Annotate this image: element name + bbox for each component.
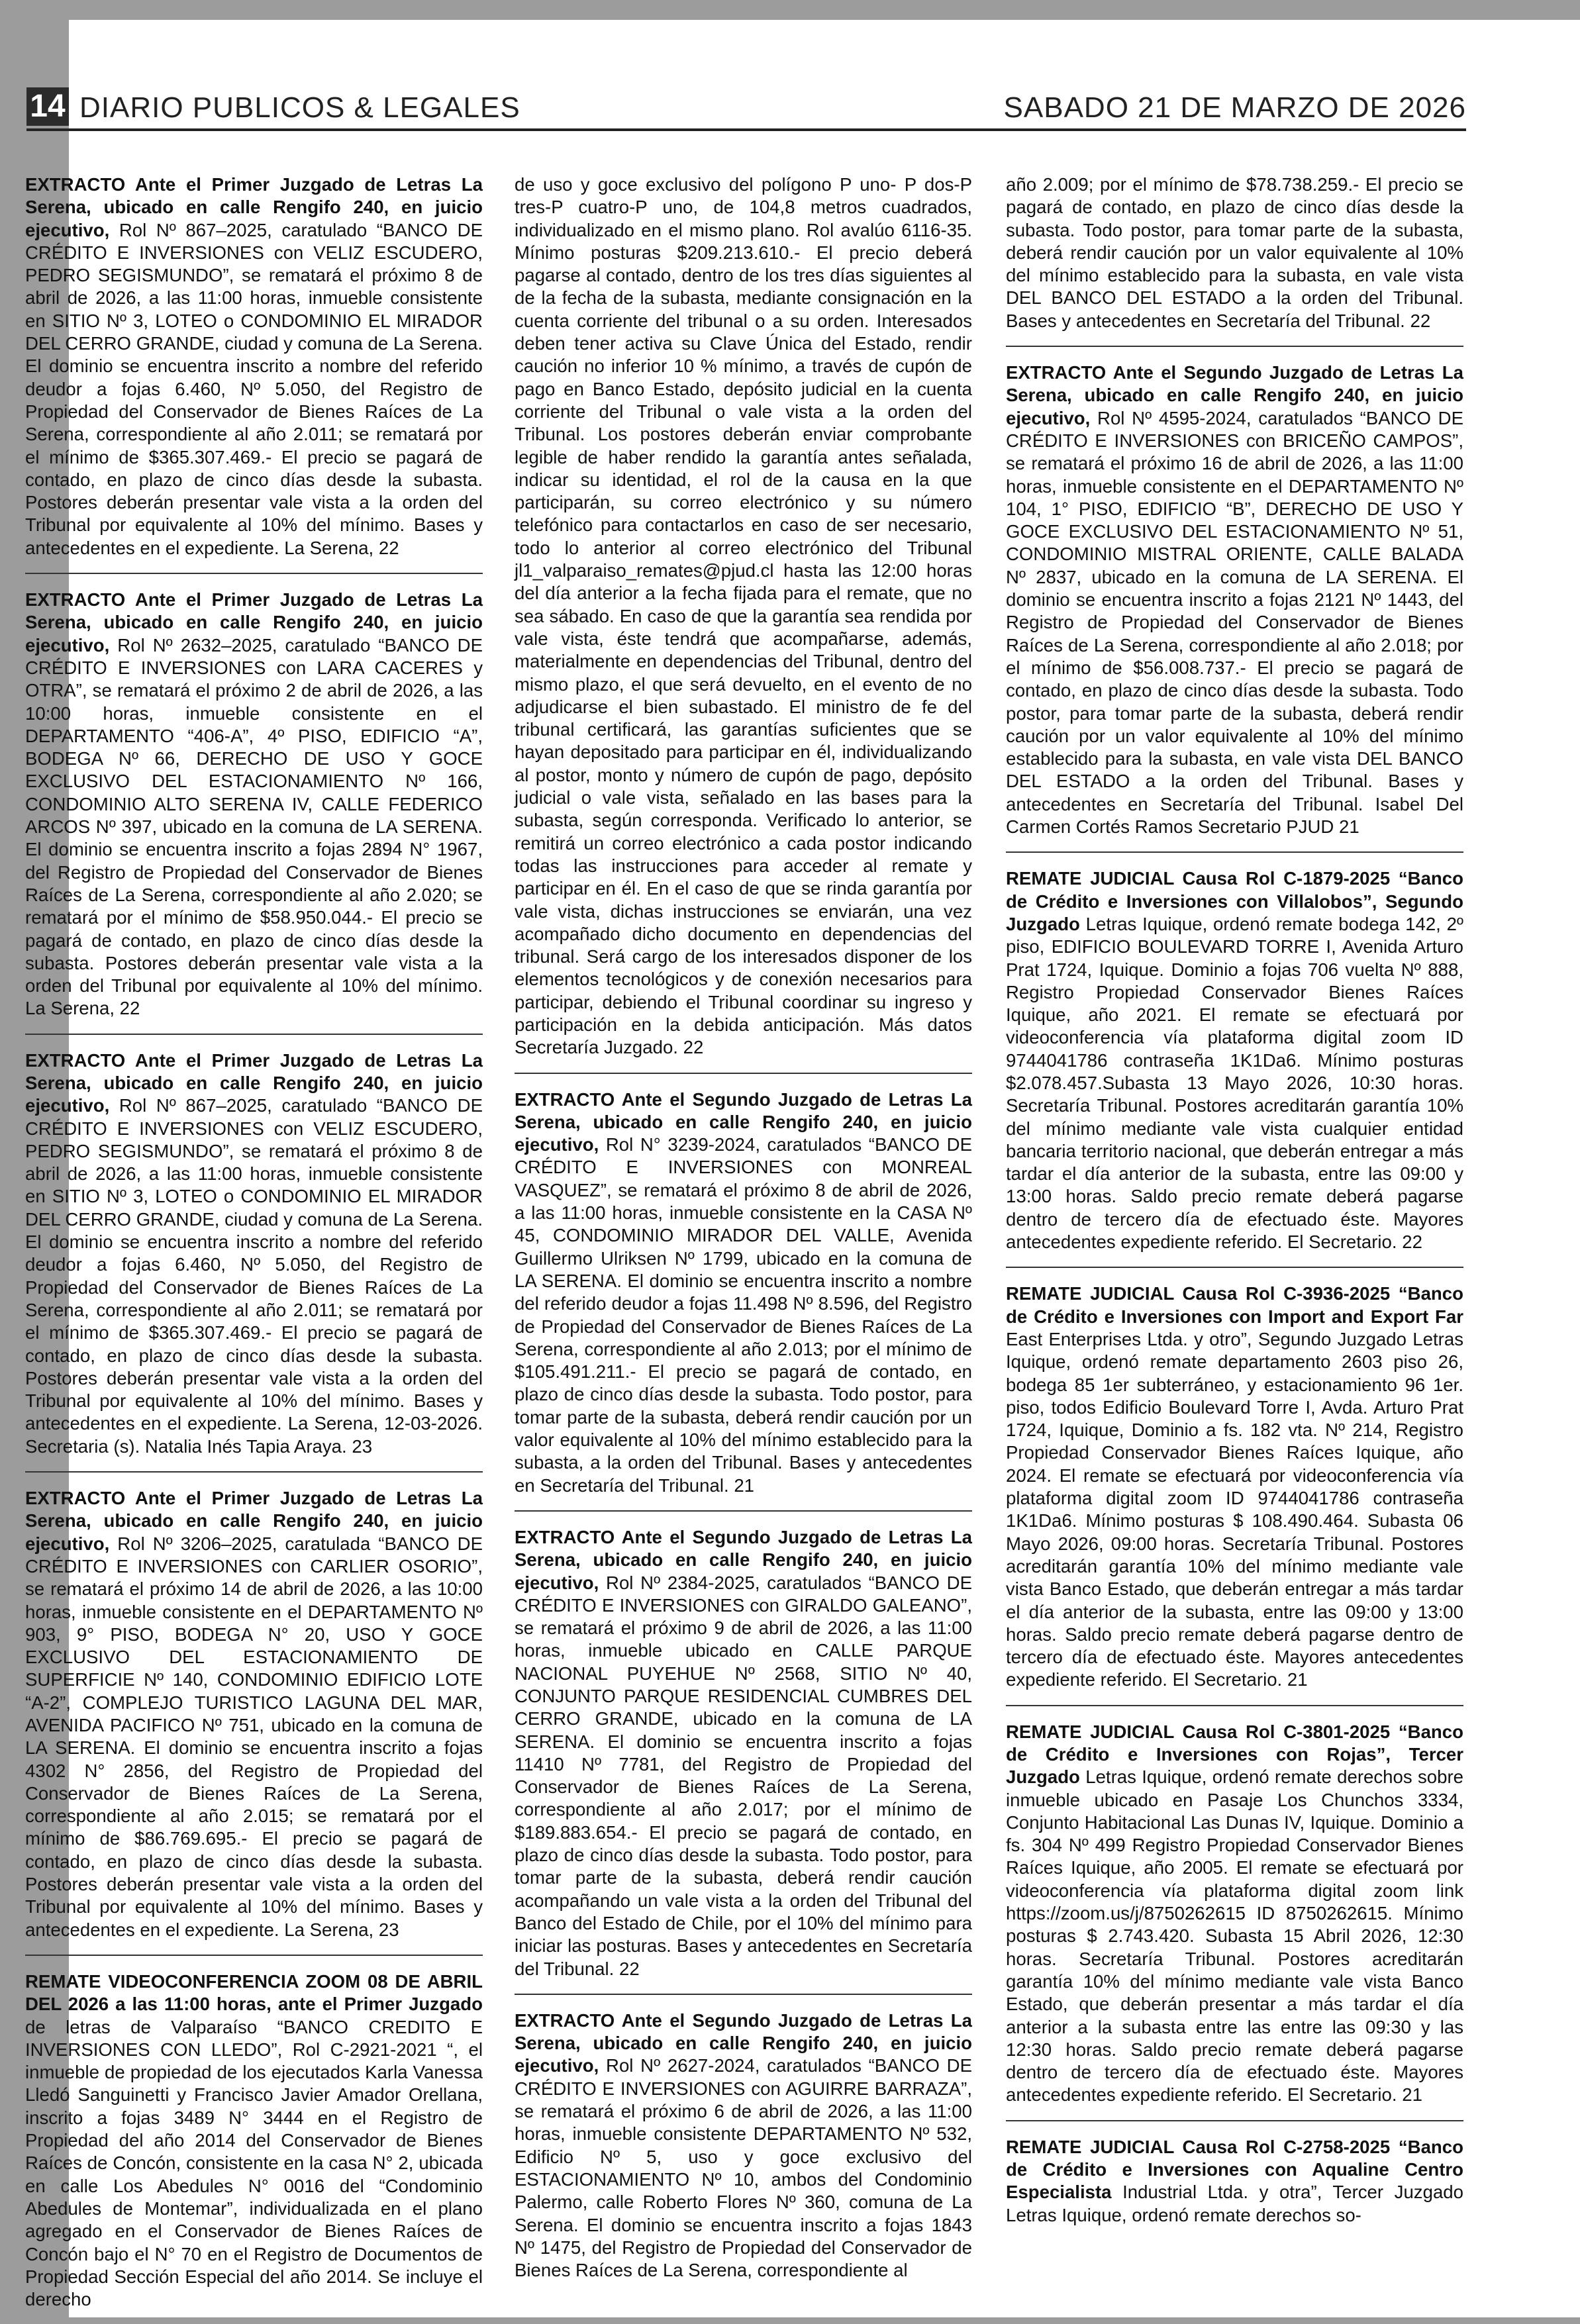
legal-notice — [25, 573, 483, 1034]
issue-date: SABADO 21 DE MARZO DE 2026 — [1003, 91, 1466, 124]
notice-body: de letras de Valparaíso “BANCO CREDITO E INVERSIONES CON LLEDO”, Rol C-2921-2021 “, el inmueble de propiedad de los ejecutados Karla Vanessa Lledó Sanguinetti y Francisco Javier Amador Orellana, inscrito a fojas 3489 N° 3444 en el Registro de Propiedad del año 2014 del Conservador de Bienes Raíces de Concón, consistente en la casa N° 2, ubicada en calle Los Abedules N° 0016 del “Condominio Abedules de Montemar”, individualizada en el plano agregado en el Conservador de Bienes Raíces de Concón bajo el N° 70 en el Registro de Documentos de Propiedad Sección Especial del año 2014. Se incluye el derecho — [25, 2016, 483, 2310]
notice-body: Rol Nº 4595-2024, caratulados “BANCO DE CRÉDITO E INVERSIONES con BRICEÑO CAMPOS”, se rematará el próximo 16 de abril de 2026, a las 11:00 horas, inmueble consistente en el DEPARTAMENTO Nº 104, 1° PISO, EDIFICIO “B”, DERECHO DE USO Y GOCE EXCLUSIVO DEL ESTACIONAMIENTO Nº 51, CONDOMINIO MISTRAL ORIENTE, CALLE BALADA Nº 2837, ubicado en la comuna de LA SERENA. El dominio se encuentra inscrito a fojas 2121 Nº 1443, del Registro de Propiedad del Conservador de Bienes Raíces de La Serena, correspondiente al año 2.018; por el mínimo de $56.008.737.- El precio se pagará de contado, en plazo de cinco días desde la subasta. Todo postor, para tomar parte de la subasta, deberá rendir caución por un valor equivalente al 10% del mínimo establecido para la subasta, en vale vista DEL BANCO DEL ESTADO a la orden del Tribunal. Bases y antecedentes en Secretaría del Tribunal. Isabel Del Carmen Cortés Ramos Secretario PJUD 21 — [1006, 407, 1463, 838]
notice-body: año 2.009; por el mínimo de $78.738.259.- El precio se pagará de contado, en plazo de cinco días desde la subasta. Todo postor, para tomar parte de la subasta, deberá rendir caución por un valor equivalente al 10% del mínimo establecido para la subasta, en vale vista DEL BANCO DEL ESTADO a la orden del Tribunal. Bases y antecedentes en Secretaría del Tribunal. 22 — [1006, 174, 1463, 331]
notice-body: Rol Nº 2627-2024, caratulados “BANCO DE CRÉDITO E INVERSIONES con AGUIRRE BARRAZA”, se rematará el próximo 6 de abril de 2026, a las 11:00 horas, inmueble consistente DEPARTAMENTO Nº 532, Edificio Nº 5, uso y goce exclusivo del ESTACIONAMIENTO Nº 10, ambos del Condominio Palermo, calle Roberto Flores Nº 360, comuna de La Serena. El dominio se encuentra inscrito a fojas 1843 Nº 1475, del Registro de Propiedad del Conservador de Bienes Raíces de La Serena, correspondiente al — [515, 2055, 972, 2281]
notice-body: Letras Iquique, ordenó remate derechos sobre inmueble ubicado en Pasaje Los Chunchos 3334, Conjunto Habitacional Las Dunas IV, Iquique. Dominio a fs. 304 Nº 499 Registro Propiedad Conservador Bienes Raíces Iquique, año 2005. El remate se efectuará por videoconferencia vía plataforma digital zoom link https://zoom.us/j/8750262615 ID 8750262615. Mínimo posturas $ 2.743.420. Subasta 15 Abril 2026, 12:30 horas. Secretaría Tribunal. Postores acreditarán garantía 10% del mínimo mediante vale vista Banco Estado, que deberán presentar a más tardar el día anterior a la subasta entre las entre las 09:30 y las 12:30 horas. Saldo precio remate deberá pagarse dentro de tercero día de efectuado éste. Mayores antecedentes expediente referido. El Secretario. 21 — [1006, 1767, 1463, 2106]
notice-body: Rol N° 3239-2024, caratulados “BANCO DE CRÉDITO E INVERSIONES con MONREAL VASQUEZ”, se rematará el próximo 8 de abril de 2026, a las 11:00 horas, inmueble consistente en la CASA Nº 45, CONDOMINIO MIRADOR DEL VALLE, Avenida Guillermo Ulriksen Nº 1799, ubicado en la comuna de LA SERENA. El dominio se encuentra inscrito a nombre del referido deudor a fojas 11.498 Nº 8.596, del Registro de Propiedad del Conservador de Bienes Raíces de La Serena, correspondiente al año 2.013; por el mínimo de $105.491.211.- El precio se pagará de contado, en plazo de cinco días desde la subasta. Todo postor, para tomar parte de la subasta, deberá rendir caución por un valor equivalente al 10% del mínimo establecido para la subasta, a la orden del Tribunal. Bases y antecedentes en Secretaría del Tribunal. 21 — [515, 1134, 972, 1496]
notice-body: Rol Nº 3206–2025, caratulada “BANCO DE CRÉDITO E INVERSIONES con CARLIER OSORIO”, se rematará el próximo 14 de abril de 2026, a las 10:00 horas, inmueble consistente en el DEPARTAMENTO Nº 903, 9° PISO, BODEGA N° 20, USO Y GOCE EXCLUSIVO DEL ESTACIONAMIENTO DE SUPERFICIE Nº 140, CONDOMINIO EDIFICIO LOTE “A-2”, COMPLEJO TURISTICO LAGUNA DEL MAR, AVENIDA PACIFICO Nº 751, ubicado en la comuna de LA SERENA. El dominio se encuentra inscrito a fojas 4302 N° 2856, del Registro de Propiedad del Conservador de Bienes Raíces de La Serena, correspondiente al año 2.015; se rematará por el mínimo de $86.769.695.- El precio se pagará de contado, en plazo de cinco días desde la subasta. Postores deberán presentar vale vista a la orden del Tribunal por equivalente al 10% del mínimo. Bases y antecedentes en el expediente. La Serena, 23 — [25, 1533, 483, 1940]
legal-notice — [25, 1955, 483, 2324]
page-number: 14 — [26, 87, 69, 126]
legal-notice — [1006, 851, 1463, 1267]
legal-notice — [1006, 2120, 1463, 2240]
column-1 — [25, 173, 483, 2324]
legal-notice — [1006, 1267, 1463, 1704]
legal-notice-continued — [515, 173, 972, 1073]
notice-heading: EXTRACTO Ante el Segundo Juzgado de Letras La Serena, ubicado en calle Rengifo 240, en juicio ejecutivo, — [515, 1526, 972, 1593]
notice-heading: REMATE JUDICIAL Causa Rol C-3801-2025 “Banco de Crédito e Inversiones con Rojas”, Tercer Juzgado — [1006, 1721, 1463, 1788]
notice-heading: EXTRACTO Ante el Segundo Juzgado de Letras La Serena, ubicado en calle Rengifo 240, en juicio ejecutivo, — [1006, 362, 1463, 428]
notice-heading: REMATE JUDICIAL Causa Rol C-1879-2025 “Banco de Crédito e Inversiones con Villalobos”, Segundo Juzgado — [1006, 868, 1463, 934]
notice-heading: EXTRACTO Ante el Segundo Juzgado de Letras La Serena, ubicado en calle Rengifo 240, en juicio ejecutivo, — [515, 2009, 972, 2076]
notice-body: Letras Iquique, ordenó remate bodega 142, 2º piso, EDIFICIO BOULEVARD TORRE I, Avenida Arturo Prat 1724, Iquique. Dominio a fojas 706 vuelta Nº 888, Registro Propiedad Conservador Bienes Raíces Iquique, año 2021. El remate se efectuará por videoconferencia vía plataforma digital zoom ID 9744041786 contraseña 1K1Da6. Mínimo posturas $2.078.457.Subasta 13 Mayo 2026, 10:30 horas. Secretaría Tribunal. Postores acreditarán garantía 10% del mínimo mediante vale vista cualquier entidad bancaria territorio nacional, que deberán entregar a más tardar el día anterior de la subasta, entre las 09:00 y 13:00 horas. Saldo precio remate deberá pagarse dentro de tercero día de efectuado éste. Mayores antecedentes expediente referido. El Secretario. 22 — [1006, 913, 1463, 1253]
page-header — [26, 65, 1466, 131]
notice-heading: REMATE VIDEOCONFERENCIA ZOOM 08 DE ABRIL DEL 2026 a las 11:00 horas, ante el Primer Juzgado — [25, 1970, 483, 2015]
legal-notice-continued — [1006, 173, 1463, 346]
notice-body: Rol Nº 2632–2025, caratulado “BANCO DE CRÉDITO E INVERSIONES con LARA CACERES y OTRA”, se rematará el próximo 2 de abril de 2026, a las 10:00 horas, inmueble consistente en el DEPARTAMENTO “406-A”, 4º PISO, EDIFICIO “A”, BODEGA Nº 66, DERECHO DE USO Y GOCE EXCLUSIVO DEL ESTACIONAMIENTO Nº 166, CONDOMINIO ALTO SERENA IV, CALLE FEDERICO ARCOS Nº 397, ubicado en la comuna de LA SERENA. El dominio se encuentra inscrito a fojas 2894 N° 1967, del Registro de Propiedad del Conservador de Bienes Raíces de La Serena, correspondiente al año 2.020; se rematará por el mínimo de $58.950.044.- El precio se pagará de contado, en plazo de cinco días desde la subasta. Postores deberán presentar vale vista a la orden del Tribunal por equivalente al 10% del mínimo. La Serena, 22 — [25, 634, 483, 1019]
notice-heading: REMATE JUDICIAL Causa Rol C-3936-2025 “Banco de Crédito e Inversiones con Import and Export Far — [1006, 1283, 1463, 1327]
legal-notice — [25, 1034, 483, 1471]
notice-body: East Enterprises Ltda. y otro”, Segundo Juzgado Letras Iquique, ordenó remate departamento 2603 piso 26, bodega 85 1er subterráneo, y estacionamiento 96 1er. piso, todos Edificio Boulevard Torre I, Avda. Arturo Prat 1724, Iquique, Dominio a fs. 182 vta. Nº 214, Registro Propiedad Conservador Bienes Raíces Iquique, año 2024. El remate se efectuará por videoconferencia vía plataforma digital zoom ID 9744041786 contraseña 1K1Da6. Mínimo posturas $ 108.490.464. Subasta 06 Mayo 2026, 09:00 horas. Secretaría Tribunal. Postores acreditarán garantía 10% del mínimo mediante vale vista Banco Estado, que deberán entregar a más tardar el día anterior de la subasta, entre las 09:00 y 13:00 horas. Saldo precio remate deberá pagarse dentro de tercero día de efectuado éste. Mayores antecedentes expediente referido. El Secretario. 21 — [1006, 1328, 1463, 1690]
notice-heading: EXTRACTO Ante el Primer Juzgado de Letras La Serena, ubicado en calle Rengifo 240, en juicio ejecutivo, — [25, 174, 483, 240]
notice-heading: REMATE JUDICIAL Causa Rol C-2758-2025 “Banco de Crédito e Inversiones con Aqualine Centro Especialista — [1006, 2136, 1463, 2203]
publication-title: DIARIO PUBLICOS & LEGALES — [79, 91, 520, 124]
notice-body: de uso y goce exclusivo del polígono P uno- P dos-P tres-P cuatro-P uno, de 104,8 metros cuadrados, individualizado en el mismo plano. Rol avalúo 6116-35. Mínimo posturas $209.213.610.- El precio deberá pagarse al contado, dentro de los tres días siguientes al de la fecha de la subasta, mediante consignación en la cuenta corriente del tribunal o a su orden. Interesados deben tener activa su Clave Única del Estado, rendir caución no inferior 10 % mínimo, a través de cupón de pago en Banco Estado, depósito judicial en la cuenta corriente del Tribunal o vale vista a la orden del Tribunal. Los postores deberán enviar comprobante legible de haber rendido la garantía antes señalada, indicar su identidad, el rol de la causa en la que participarán, su correo electrónico y su número telefónico para contactarlos en caso de ser necesario, todo lo anterior al correo electrónico del Tribunal jl1_valparaiso_remates@pjud.cl hasta las 12:00 horas del día anterior a la fecha fijada para el remate, que no sea sábado. En caso de que la garantía sea rendida por vale vista, éste tendrá que acompañarse, además, materialmente en dependencias del Tribunal, dentro del mismo plazo, el que será devuelto, en el evento de no adjudicarse el bien subastado. El ministro de fe del tribunal certificará, las garantías suficientes que se hayan depositado para participar en él, individualizando al postor, monto y número de cupón de pago, depósito judicial o vale vista, señalado en las bases para la subasta, según corresponda. Verificado lo anterior, se remitirá un correo electrónico a cada postor indicando todas las instrucciones para acceder al remate y participar en él. En el caso de que se rinda garantía por vale vista, dichas instrucciones se enviarán, una vez acompañado dicho documento en dependencias del tribunal. Será cargo de los interesados disponer de los elementos tecnológicos y de conexión necesarios para participar, debiendo el Tribunal coordinar su ingreso y participación en la debida anticipación. Más datos Secretaría Juzgado. 22 — [515, 174, 972, 1058]
column-2 — [515, 173, 972, 2295]
notice-heading: EXTRACTO Ante el Segundo Juzgado de Letras La Serena, ubicado en calle Rengifo 240, en juicio ejecutivo, — [515, 1089, 972, 1155]
legal-notice — [25, 1471, 483, 1955]
legal-notice — [515, 1510, 972, 1994]
column-3 — [1006, 173, 1463, 2240]
notice-body: Rol Nº 867–2025, caratulado “BANCO DE CRÉDITO E INVERSIONES con VELIZ ESCUDERO, PEDRO SEGISMUNDO”, se rematará el próximo 8 de abril de 2026, a las 11:00 horas, inmueble consistente en SITIO Nº 3, LOTEO o CONDOMINIO EL MIRADOR DEL CERRO GRANDE, ciudad y comuna de La Serena. El dominio se encuentra inscrito a nombre del referido deudor a fojas 6.460, Nº 5.050, del Registro de Propiedad del Conservador de Bienes Raíces de La Serena, correspondiente al año 2.011; se rematará por el mínimo de $365.307.469.- El precio se pagará de contado, en plazo de cinco días desde la subasta. Postores deberán presentar vale vista a la orden del Tribunal por equivalente al 10% del mínimo. Bases y antecedentes en el expediente. La Serena, 22 — [25, 219, 483, 558]
notice-heading: EXTRACTO Ante el Primer Juzgado de Letras La Serena, ubicado en calle Rengifo 240, en juicio ejecutivo, — [25, 1488, 483, 1554]
notice-body: Industrial Ltda. y otra”, Tercer Juzgado Letras Iquique, ordenó remate derechos so- — [1006, 2182, 1463, 2225]
notice-heading: EXTRACTO Ante el Primer Juzgado de Letras La Serena, ubicado en calle Rengifo 240, en juicio ejecutivo, — [25, 1049, 483, 1116]
legal-notice — [25, 173, 483, 573]
notice-body: Rol Nº 867–2025, caratulado “BANCO DE CRÉDITO E INVERSIONES con VELIZ ESCUDERO, PEDRO SEGISMUNDO”, se rematará el próximo 8 de abril de 2026, a las 11:00 horas, inmueble consistente en SITIO Nº 3, LOTEO o CONDOMINIO EL MIRADOR DEL CERRO GRANDE, ciudad y comuna de La Serena. El dominio se encuentra inscrito a nombre del referido deudor a fojas 6.460, Nº 5.050, del Registro de Propiedad del Conservador de Bienes Raíces de La Serena, correspondiente al año 2.011; se rematará por el mínimo de $365.307.469.- El precio se pagará de contado, en plazo de cinco días desde la subasta. Postores deberán presentar vale vista a la orden del Tribunal por equivalente al 10% del mínimo. Bases y antecedentes en el expediente. La Serena, 12-03-2026. Secretaria (s). Natalia Inés Tapia Araya. 23 — [25, 1095, 483, 1457]
notice-body: Rol Nº 2384-2025, caratulados “BANCO DE CRÉDITO E INVERSIONES con GIRALDO GALEANO”, se rematará el próximo 9 de abril de 2026, a las 11:00 horas, inmueble ubicado en CALLE PARQUE NACIONAL PUYEHUE Nº 2568, SITIO Nº 40, CONJUNTO PARQUE RESIDENCIAL CUMBRES DEL CERRO GRANDE, ubicado en la comuna de LA SERENA. El dominio se encuentra inscrito a fojas 11410 Nº 7781, del Registro de Propiedad del Conservador de Bienes Raíces de La Serena, correspondiente al año 2.017; por el mínimo de $189.883.654.- El precio se pagará de contado, en plazo de cinco días desde la subasta. Todo postor, para tomar parte de la subasta, deberá rendir caución acompañando un vale vista a la orden del Tribunal del Banco del Estado de Chile, por el 10% del mínimo para iniciar las posturas. Bases y antecedentes en Secretaría del Tribunal. 22 — [515, 1572, 972, 1979]
legal-notice — [1006, 1705, 1463, 2120]
legal-notice — [1006, 346, 1463, 851]
legal-notice — [515, 1994, 972, 2296]
notice-heading: EXTRACTO Ante el Primer Juzgado de Letras La Serena, ubicado en calle Rengifo 240, en juicio ejecutivo, — [25, 589, 483, 655]
legal-notice — [515, 1073, 972, 1510]
